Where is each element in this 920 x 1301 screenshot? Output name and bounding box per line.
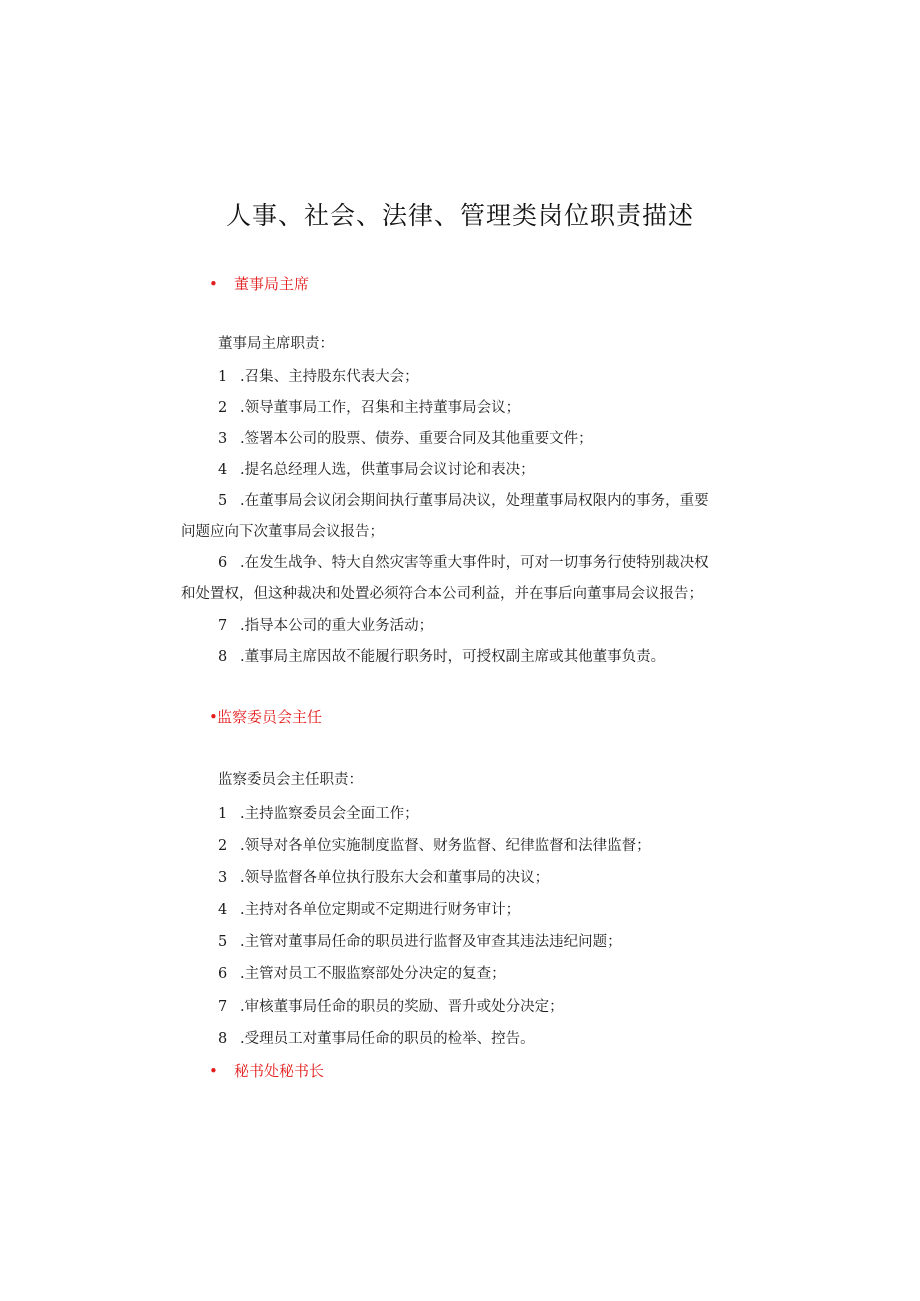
item-number: 7 (218, 618, 228, 634)
item-text: .在董事局会议闭会期间执行董事局决议，处理董事局权限内的事务，重要 (240, 493, 709, 509)
item-number: 4 (218, 902, 228, 918)
bullet-icon: • (209, 708, 218, 726)
item-text: .签署本公司的股票、债券、重要合同及其他重要文件； (240, 431, 593, 447)
item-text: .审核董事局任命的职员的奖励、晋升或处分决定； (240, 999, 564, 1015)
item-number: 5 (218, 493, 228, 509)
item-number: 6 (218, 966, 228, 982)
duties-intro: 监察委员会主任职责： (218, 772, 363, 788)
list-item (218, 645, 665, 666)
list-item (218, 962, 506, 983)
section-heading-supervisory (209, 706, 322, 727)
item-text: .主管对员工不服监察部处分决定的复查； (240, 966, 506, 982)
item-text: .领导监督各单位执行股东大会和董事局的决议； (240, 870, 550, 886)
item-number: 1 (218, 806, 228, 822)
list-item (218, 365, 419, 386)
item-text: .董事局主席因故不能履行职务时，可授权副主席或其他董事负责。 (240, 649, 666, 665)
item-number: 2 (218, 838, 228, 854)
item-number: 8 (218, 1031, 228, 1047)
item-number: 7 (218, 999, 228, 1015)
item-text: .主持监察委员会全面工作； (240, 806, 419, 822)
bullet-icon: • (209, 1062, 218, 1080)
list-item (218, 427, 593, 448)
item-number: 6 (218, 555, 228, 571)
item-number: 5 (218, 934, 228, 950)
list-item (218, 834, 651, 855)
item-text: .主持对各单位定期或不定期进行财务审计； (240, 902, 521, 918)
item-text: .领导董事局工作，召集和主持董事局会议； (240, 400, 521, 416)
item-text: .提名总经理人选，供董事局会议讨论和表决； (240, 462, 535, 478)
list-item (218, 458, 535, 479)
section-heading-chairman (209, 273, 309, 294)
list-item (218, 802, 419, 823)
section-heading-secretary-general (209, 1060, 324, 1081)
list-item (218, 551, 709, 572)
page-title: 人事、社会、法律、管理类岗位职责描述 (225, 201, 694, 230)
duties-intro: 董事局主席职责： (218, 336, 334, 352)
item-number: 1 (218, 369, 228, 385)
list-item (218, 614, 433, 635)
item-number: 3 (218, 870, 228, 886)
section-heading-label: 监察委员会主任 (217, 708, 323, 726)
item-text: .召集、主持股东代表大会； (240, 369, 419, 385)
item-number: 8 (218, 649, 228, 665)
item-number: 3 (218, 431, 228, 447)
item-number: 2 (218, 400, 228, 416)
list-item (218, 930, 622, 951)
list-item (218, 1027, 535, 1048)
item-text: .受理员工对董事局任命的职员的检举、控告。 (240, 1031, 535, 1047)
list-item (218, 898, 520, 919)
list-item (218, 866, 549, 887)
list-item-continuation: 和处置权，但这种裁决和处置必须符合本公司利益，并在事后向董事局会议报告； (181, 586, 703, 602)
list-item (218, 995, 564, 1016)
item-text: .主管对董事局任命的职员进行监督及审查其违法违纪问题； (240, 934, 622, 950)
section-heading-label: 董事局主席 (234, 275, 310, 293)
item-number: 4 (218, 462, 228, 478)
section-heading-label: 秘书处秘书长 (234, 1062, 325, 1080)
list-item (218, 489, 709, 510)
item-text: .指导本公司的重大业务活动； (240, 618, 434, 634)
list-item (218, 396, 520, 417)
list-item-continuation: 问题应向下次董事局会议报告； (181, 524, 384, 540)
bullet-icon: • (209, 275, 218, 293)
item-text: .领导对各单位实施制度监督、财务监督、纪律监督和法律监督； (240, 838, 651, 854)
item-text: .在发生战争、特大自然灾害等重大事件时，可对一切事务行使特别裁决权 (240, 555, 709, 571)
